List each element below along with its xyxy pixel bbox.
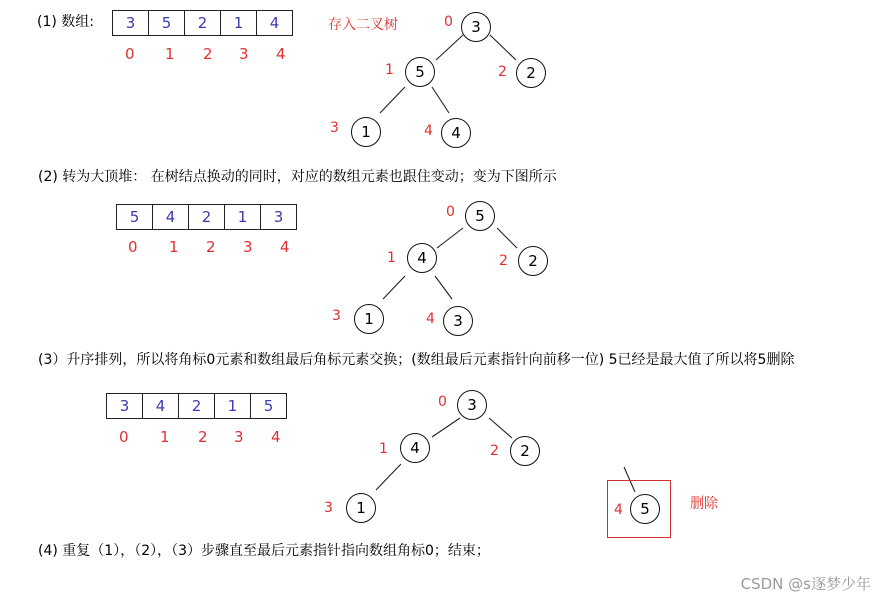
array-cell: 3 [106,393,143,419]
tree-node: 3 [461,12,491,42]
array-index: 4 [276,45,286,63]
array-index: 0 [125,45,135,63]
array-index: 0 [119,428,129,446]
node-index-label: 1 [387,250,396,266]
tree-node: 4 [441,118,471,148]
node-index-label: 2 [499,253,508,269]
step3-label: (3）升序排列，所以将角标0元素和数组最后角标元素交换；(数组最后元素指针向前移一位) 5已经是最大值了所以将5删除 [38,352,795,368]
tree-node: 1 [351,117,381,147]
array-cell: 4 [142,393,179,419]
tree-node: 1 [346,493,376,523]
array-cell: 2 [188,204,225,230]
tree-node: 3 [443,306,473,336]
array-cell: 3 [112,10,149,36]
array-cell: 4 [256,10,293,36]
array-index: 1 [160,428,170,446]
node-index-label: 3 [324,500,333,516]
node-index-label: 4 [424,123,433,139]
node-index-label: 1 [385,62,394,78]
node-index-label: 1 [379,441,388,457]
node-index-label: 4 [426,311,435,327]
store-tree-note: 存入二叉树 [328,17,398,33]
array-cell: 4 [152,204,189,230]
tree-node: 5 [405,57,435,87]
step1-label: (1) 数组: [37,14,94,30]
watermark: CSDN @s逐梦少年 [740,575,871,593]
tree-node: 4 [400,433,430,463]
node-index-label: 0 [438,394,447,410]
array-index: 3 [234,428,244,446]
array-step1 [112,10,293,36]
array-cell: 1 [224,204,261,230]
tree-node: 4 [407,243,437,273]
tree-node: 2 [518,246,548,276]
array-cell: 2 [178,393,215,419]
node-index-label: 4 [614,502,623,518]
delete-label: 删除 [690,496,718,512]
array-cell: 5 [250,393,287,419]
array-index: 3 [243,238,253,256]
array-index: 4 [280,238,290,256]
array-cell: 5 [148,10,185,36]
tree-node: 3 [457,390,487,420]
step2-label: (2) 转为大顶堆： 在树结点换动的同时，对应的数组元素也跟住变动；变为下图所示 [38,169,557,185]
array-index: 4 [271,428,281,446]
array-step2 [116,204,297,230]
node-index-label: 2 [490,443,499,459]
node-index-label: 0 [446,204,455,220]
array-index: 2 [198,428,208,446]
array-cell: 3 [260,204,297,230]
array-cell: 2 [184,10,221,36]
array-cell: 5 [116,204,153,230]
deleted-tree-node: 5 [630,494,660,524]
tree-node: 2 [516,58,546,88]
tree-node: 5 [465,201,495,231]
node-index-label: 2 [498,64,507,80]
node-index-label: 3 [332,308,341,324]
array-index: 1 [165,45,175,63]
array-step3 [106,393,287,419]
tree-node: 2 [510,436,540,466]
array-index: 2 [203,45,213,63]
array-cell: 1 [220,10,257,36]
node-index-label: 0 [444,14,453,30]
array-index: 0 [128,238,138,256]
array-cell: 1 [214,393,251,419]
array-index: 2 [206,238,216,256]
array-index: 1 [169,238,179,256]
tree-node: 1 [354,304,384,334]
array-index: 3 [239,45,249,63]
step4-label: (4) 重复（1），（2），（3）步骤直至最后元素指针指向数组角标0；结束； [38,543,490,559]
node-index-label: 3 [330,120,339,136]
